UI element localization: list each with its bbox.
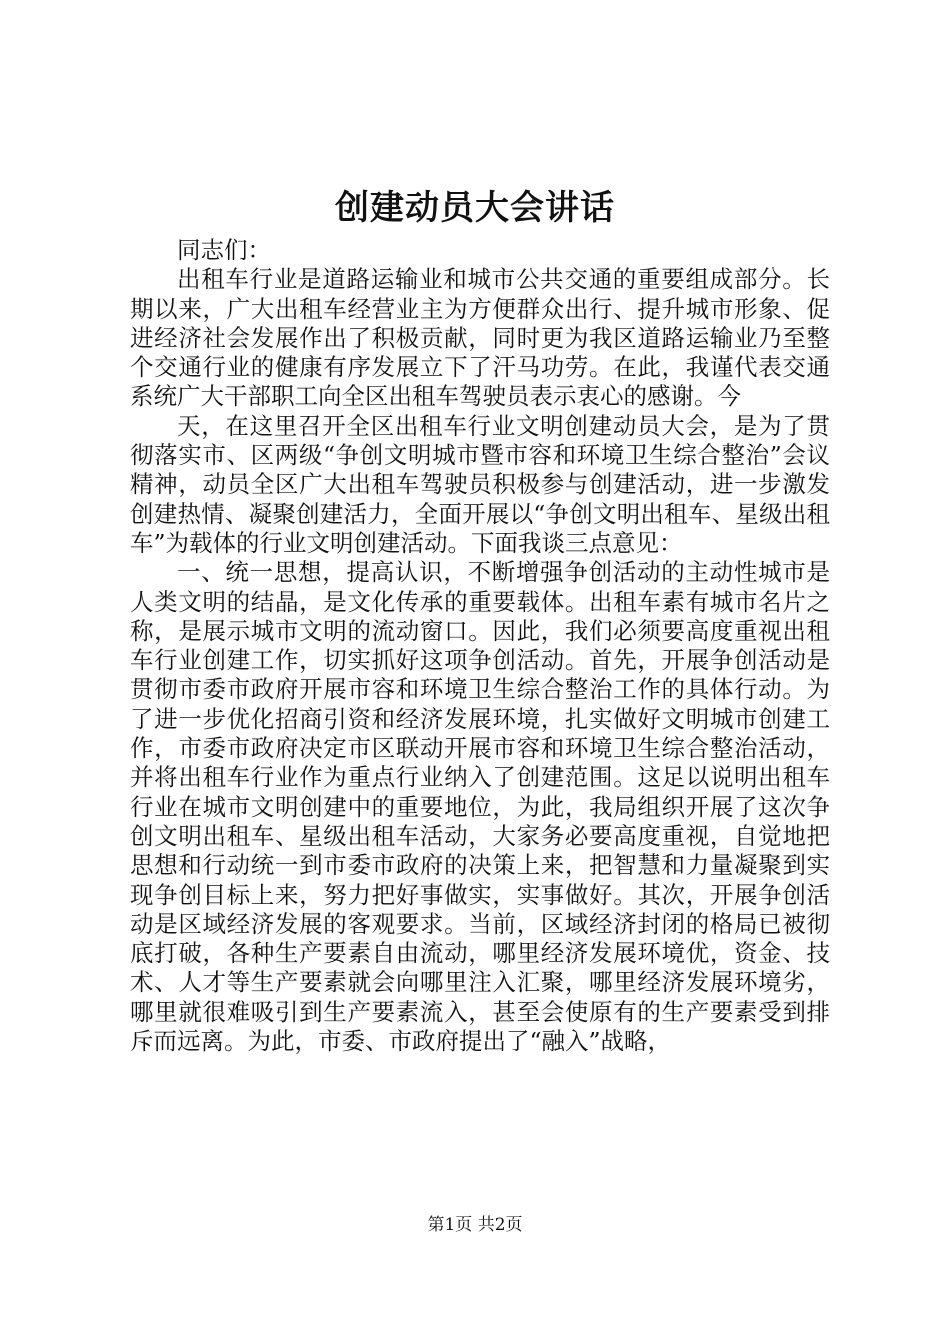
paragraph: 天，在这里召开全区出租车行业文明创建动员大会，是为了贯彻落实市、区两级“争创文明城市暨市容和环境卫生综合整治”会议精神，动员全区广大出租车驾驶员积极参与创建活动，进一步激发创建热情、凝聚创建活力，全面开展以“争创文明出租车、星级出租车”为载体的行业文明创建活动。下面我谈三点意见： xyxy=(130,411,830,557)
paragraph-salutation: 同志们： xyxy=(177,236,271,264)
paragraph: 一、统一思想，提高认识，不断增强争创活动的主动性城市是人类文明的结晶，是文化传承的重要载体。出租车素有城市名片之称，是展示城市文明的流动窗口。因此，我们必须要高度重视出租车行业创建工作，切实抓好这项争创活动。首先，开展争创活动是贯彻市委市政府开展市容和环境卫生综合整治工作的具体行动。为了进一步优化招商引资和经济发展环境，扎实做好文明城市创建工作，市委市政府决定市区联动开展市容和环境卫生综合整治活动，并将出租车行业作为重点行业纳入了创建范围。这足以说明出租车行业在城市文明创建中的重要地位，为此，我局组织开展了这次争创文明出租车、星级出租车活动，大家务必要高度重视，自觉地把思想和行动统一到市委市政府的决策上来，把智慧和力量凝聚到实现争创目标上来，努力把好事做实，实事做好。其次，开展争创活动是区域经济发展的客观要求。当前，区域经济封闭的格局已被彻底打破，各种生产要素自由流动，哪里经济发展环境优，资金、技术、人才等生产要素就会向哪里注入汇聚，哪里经济发展环境劣，哪里就很难吸引到生产要素流入，甚至会使原有的生产要素受到排斥而远离。为此，市委、市政府提出了“融入”战略， xyxy=(130,558,830,1056)
page-number-footer: 第1页 共2页 xyxy=(427,1215,523,1235)
paragraph: 出租车行业是道路运输业和城市公共交通的重要组成部分。长期以来，广大出租车经营业主为方便群众出行、提升城市形象、促进经济社会发展作出了积极贡献，同时更为我区道路运输业乃至整个交通行业的健康有序发展立下了汗马功劳。在此，我谨代表交通系统广大干部职工向全区出租车驾驶员表示衷心的感谢。今 xyxy=(130,265,830,411)
document-body xyxy=(130,236,830,1056)
page-title: 创建动员大会讲话 xyxy=(335,188,615,228)
